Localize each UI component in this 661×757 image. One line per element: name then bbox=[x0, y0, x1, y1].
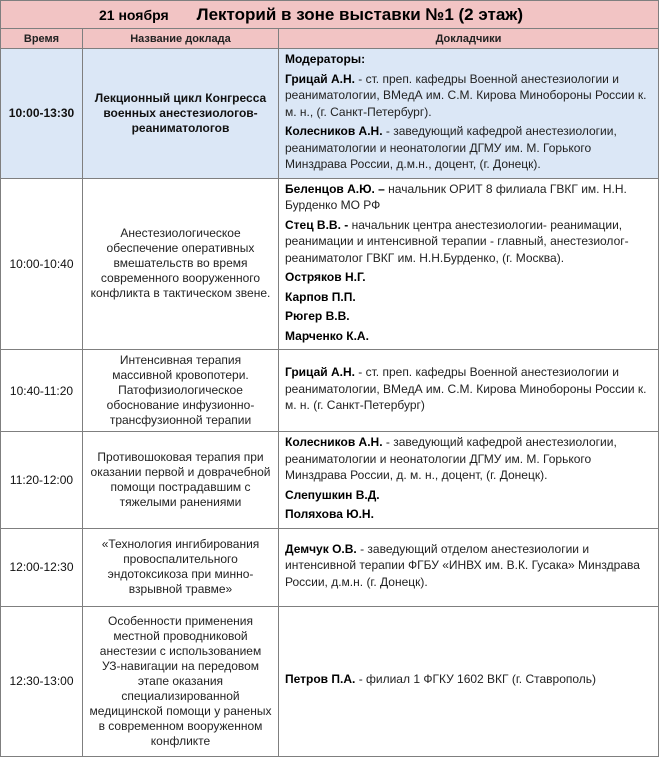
table-row bbox=[1, 432, 659, 529]
speaker-name: Грицай А.Н. bbox=[285, 71, 355, 86]
table-row bbox=[1, 606, 659, 756]
speaker-description: - заведующий отделом анестезиологии и интенсивной терапии ФГБУ «ИНВХ им. В.К. Гусака» Минздрава России, д.м.н. (г. Донецк). bbox=[285, 541, 640, 589]
speaker-entry bbox=[285, 434, 652, 484]
speaker-entry bbox=[285, 364, 652, 414]
speaker-name: Колесников А.Н. bbox=[285, 435, 383, 449]
speaker-description: - филиал 1 ФГКУ 1602 ВКГ (г. Ставрополь) bbox=[355, 672, 597, 687]
schedule-rows bbox=[1, 49, 659, 757]
speaker-entry bbox=[285, 51, 652, 68]
speaker-name: Марченко К.А. bbox=[285, 328, 369, 343]
speaker-entry bbox=[285, 71, 652, 121]
row-speakers bbox=[279, 606, 659, 756]
speaker-description: - заведующий кафедрой анестезиологии, реаниматологии и неонатологии ДГМУ им. М. Горького Минздрава России, д. м. н., доцент, (г. Донецк). bbox=[285, 435, 617, 482]
row-topic: Особенности применения местной проводниковой анестезии с использованием УЗ-навигации на передовом этапе оказания специализированной медицинской помощи у раненых в современном вооруженном конфликте bbox=[83, 606, 279, 756]
row-topic: Лекционный цикл Конгресса военных анестезиологов-реаниматологов bbox=[83, 49, 279, 179]
speaker-name: Модераторы: bbox=[285, 52, 366, 66]
speaker-name: Поляхова Ю.Н. bbox=[285, 507, 374, 521]
row-time: 12:00-12:30 bbox=[1, 528, 83, 606]
column-header-time: Время bbox=[1, 29, 83, 49]
table-row bbox=[1, 178, 659, 350]
header-cell bbox=[1, 1, 659, 29]
row-speakers bbox=[279, 432, 659, 529]
speaker-entry bbox=[285, 506, 652, 523]
row-speakers bbox=[279, 350, 659, 432]
speaker-name: Карпов П.П. bbox=[285, 289, 356, 304]
row-topic: Противошоковая терапия при оказании первой и доврачебной помощи пострадавшим с тяжелыми ранениями bbox=[83, 432, 279, 529]
speaker-description: начальник ОРИТ 8 филиала ГВКГ им. Н.Н. Бурденко МО РФ bbox=[285, 181, 627, 212]
speaker-name: Слепушкин В.Д. bbox=[285, 487, 380, 502]
speaker-description: - ст. преп. кафедры Военной анестезиологии и реаниматологии, ВМедА им. С.М. Кирова Минобороны России к. м. н., (г. Санкт-Петербург). bbox=[285, 71, 647, 119]
speaker-entry bbox=[285, 269, 652, 286]
speaker-entry bbox=[285, 181, 652, 214]
row-time: 10:00-13:30 bbox=[1, 49, 83, 179]
table-row bbox=[1, 528, 659, 606]
row-speakers bbox=[279, 178, 659, 350]
speaker-name: Рюгер В.В. bbox=[285, 309, 350, 323]
speaker-name: Петров П.А. bbox=[285, 672, 356, 687]
speaker-entry bbox=[285, 217, 652, 267]
column-header-topic: Название доклада bbox=[83, 29, 279, 49]
speaker-name: Демчук О.В. bbox=[285, 541, 357, 556]
speaker-name: Стец В.В. - bbox=[285, 217, 349, 232]
speaker-entry bbox=[285, 328, 652, 345]
row-speakers bbox=[279, 49, 659, 179]
row-time: 10:40-11:20 bbox=[1, 350, 83, 432]
column-header-speakers: Докладчики bbox=[279, 29, 659, 49]
speaker-entry bbox=[285, 289, 652, 306]
header-title: Лекторий в зоне выставки №1 (2 этаж) bbox=[196, 4, 524, 24]
speaker-name: Беленцов А.Ю. – bbox=[285, 181, 385, 196]
speaker-entry bbox=[285, 671, 652, 688]
row-topic: Интенсивная терапия массивной кровопотери. Патофизиологическое обоснование инфузионно-трансфузионной терапии bbox=[83, 350, 279, 432]
speaker-entry bbox=[285, 541, 652, 591]
speaker-entry bbox=[285, 487, 652, 504]
header-date: 21 ноября bbox=[99, 6, 169, 23]
row-speakers bbox=[279, 528, 659, 606]
speaker-entry bbox=[285, 308, 652, 325]
table-row bbox=[1, 350, 659, 432]
row-topic: Анестезиологическое обеспечение оперативных вмешательств во время современного вооруженного конфликта в тактическом звене. bbox=[83, 178, 279, 350]
row-time: 12:30-13:00 bbox=[1, 606, 83, 756]
column-header-row bbox=[1, 29, 659, 49]
speaker-name: Грицай А.Н. bbox=[285, 365, 355, 380]
speaker-name: Колесников А.Н. bbox=[285, 124, 383, 138]
speaker-description: начальник центра анестезиологии- реанимации, реанимации и интенсивной терапии - главный, анестезиолог-реаниматолог ГВКГ им. Н.Н.Бурденко, (г. Москва). bbox=[285, 217, 629, 265]
speaker-description: - ст. преп. кафедры Военной анестезиологии и реаниматологии, ВМедА им. С.М. Кирова Минобороны России к. м. н. (г. Санкт-Петербург) bbox=[285, 365, 647, 413]
speaker-entry bbox=[285, 123, 652, 173]
speaker-name: Остряков Н.Г. bbox=[285, 270, 366, 284]
table-row bbox=[1, 49, 659, 179]
row-topic: «Технология ингибирования провоспалительного эндотоксикоза при минно-взрывной травме» bbox=[83, 528, 279, 606]
row-time: 11:20-12:00 bbox=[1, 432, 83, 529]
row-time: 10:00-10:40 bbox=[1, 178, 83, 350]
speaker-description: - заведующий кафедрой анестезиологии, реаниматологии и неонатологии ДГМУ им. М. Горького Минздрава России, д.м.н., доцент, (г. Донецк). bbox=[285, 124, 617, 171]
header-row bbox=[1, 1, 659, 29]
